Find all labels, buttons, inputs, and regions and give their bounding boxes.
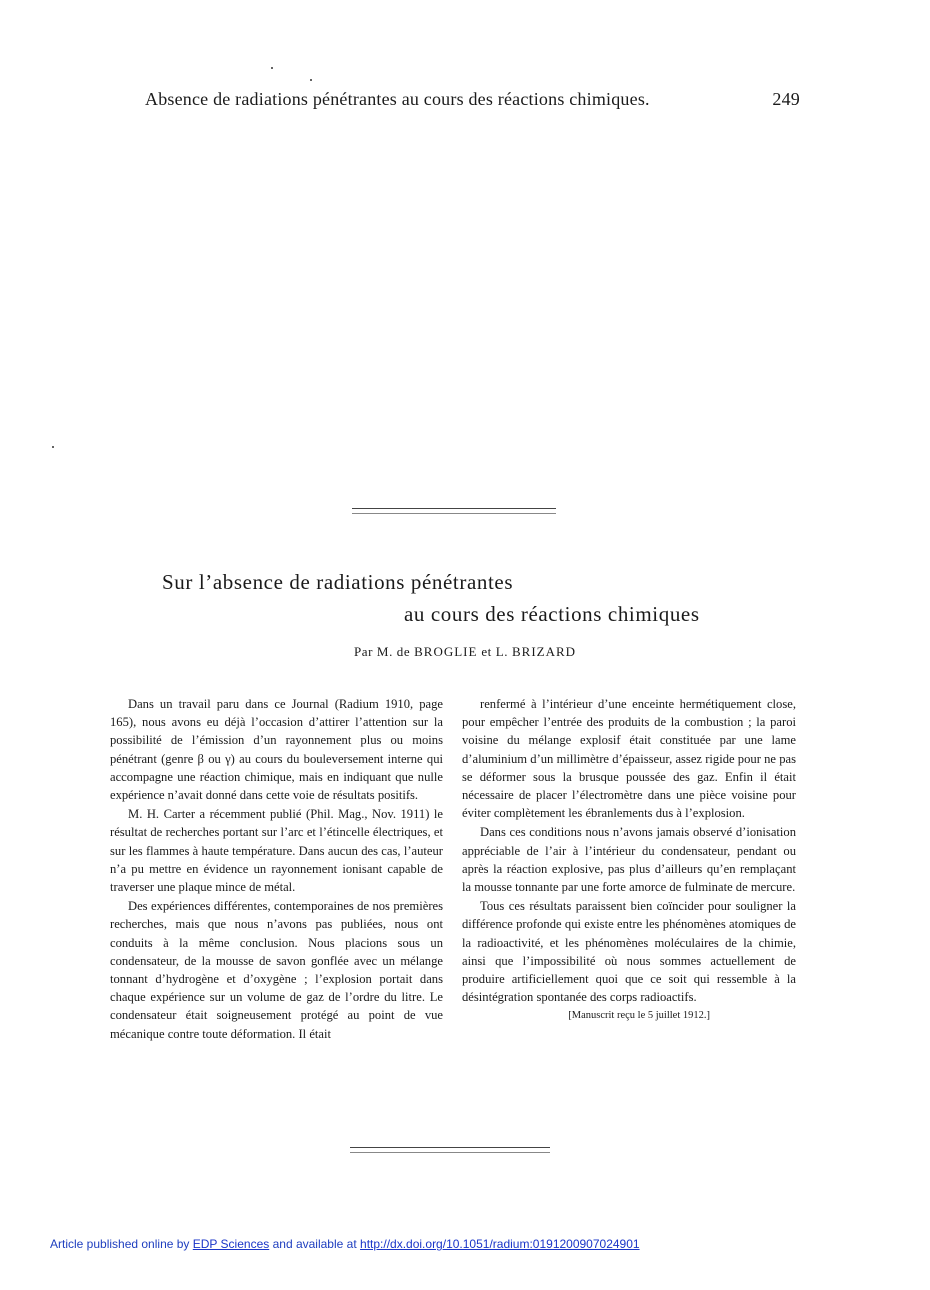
- article-title-line1: Sur l’absence de radiations pénétrantes: [162, 570, 514, 594]
- author-brizard: BRIZARD: [512, 644, 577, 659]
- article-title-line2: au cours des réactions chimiques: [404, 602, 700, 626]
- section-divider-top: [352, 508, 556, 509]
- author-broglie: BROGLIE: [414, 644, 478, 659]
- scan-speck: [52, 446, 54, 448]
- publication-footer: [50, 1237, 640, 1251]
- paragraph: renfermé à l’intérieur d’une enceinte hermétiquement close, pour empêcher l’entrée des produits de la combustion ; la paroi voisine du mélange explosif était constituée par une lame d’aluminium d’un millimètre d’épaisseur, assez rigide pour ne pas se déformer sous la brusque poussée des gaz. Enfin il était nécessaire de placer l’électromètre dans une pièce voisine pour éviter complètement les ébranlements dus à l’explosion.: [462, 697, 796, 821]
- paragraph: Tous ces résultats paraissent bien coïncider pour souligner la différence profonde qui existe entre les phénomènes atomiques de la radioactivité, et les phénomènes moléculaires de la chimie, ainsi que l’impossibilité où nous sommes actuellement de produire artificiellement quoi que ce soit qui ressemble à la désintégration spontanée des corps radioactifs.: [462, 899, 796, 1005]
- footer-prefix: Article published online by: [50, 1237, 190, 1251]
- body-column-right: [462, 695, 796, 1027]
- byline: [0, 644, 930, 660]
- section-divider-bottom: [350, 1147, 550, 1148]
- doi-link[interactable]: http://dx.doi.org/10.1051/radium:0191200907024901: [360, 1237, 640, 1251]
- scan-speck: [310, 79, 312, 81]
- section-divider-bottom-thin: [350, 1152, 550, 1153]
- byline-prefix: Par M. de: [353, 644, 411, 659]
- paragraph: Des expériences différentes, contemporaines de nos premières recherches, mais que nous n’avons pas publiées, nous ont conduits à la même conclusion. Nous placions sous un condensateur, de la mousse de savon gonflée avec un mélange tonnant d’hydrogène et d’oxygène ; l’explosion portait dans chaque expérience sur un volume de gaz de l’ordre du litre. Le condensateur était soigneusement protégé au point de vue mécanique contre toute déformation. Il était: [110, 899, 443, 1041]
- body-column-left: [110, 695, 443, 1044]
- paragraph: M. H. Carter a récemment publié (Phil. Mag., Nov. 1911) le résultat de recherches portant sur l’arc et l’étincelle électriques, et sur les flammes à haute température. Dans aucun des cas, l’auteur n’a pu mettre en évidence un rayonnement ionisant capable de traverser une plaque mince de métal.: [110, 807, 443, 895]
- byline-and: et L.: [481, 644, 509, 659]
- paragraph: Dans un travail paru dans ce Journal (Radium 1910, page 165), nous avons eu déjà l’occasion d’attirer l’attention sur la possibilité de l’émission d’un rayonnement plus ou moins pénétrant (genre β ou γ) au cours du bouleversement interne qui accompagne une réaction chimique, mais en indiquant que nulle expérience n’avait donné dans cette voie de résultats positifs.: [110, 697, 443, 803]
- footer-middle: and available at: [272, 1237, 357, 1251]
- publisher-link[interactable]: EDP Sciences: [192, 1237, 270, 1251]
- running-head: [145, 89, 800, 110]
- section-divider-top-thin: [352, 513, 556, 514]
- paragraph: Dans ces conditions nous n’avons jamais observé d’ionisation appréciable de l’air à l’intérieur du condensateur, pendant ou après la réaction explosive, pas plus d’ailleurs qu’en remplaçant la mousse tonnante par une forte amorce de fulminate de mercure.: [462, 825, 796, 895]
- manuscript-note: [Manuscrit reçu le 5 juillet 1912.]: [568, 1010, 710, 1022]
- running-head-title: Absence de radiations pénétrantes au cours des réactions chimiques.: [145, 89, 650, 109]
- page-number: 249: [772, 89, 800, 109]
- scan-speck: [271, 67, 273, 69]
